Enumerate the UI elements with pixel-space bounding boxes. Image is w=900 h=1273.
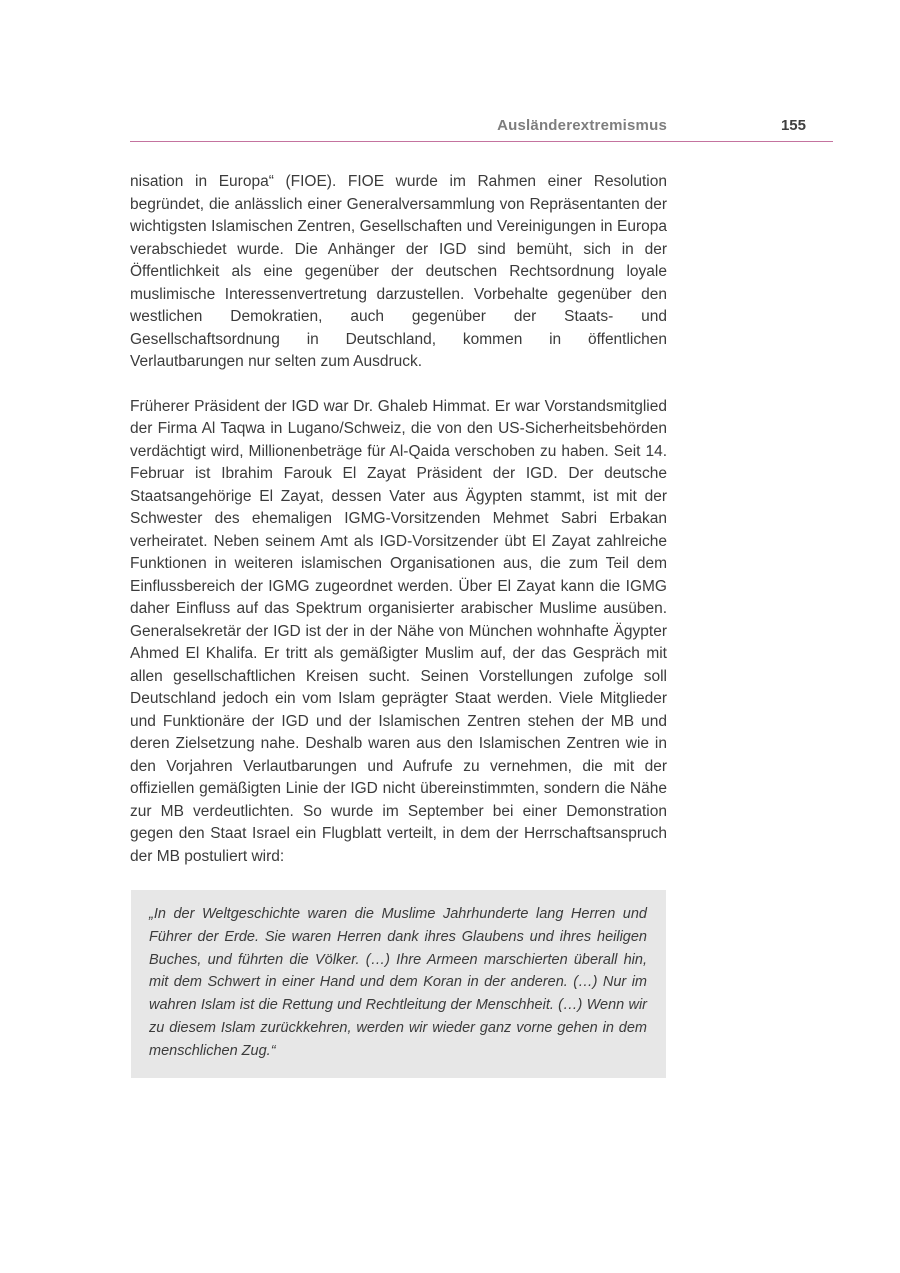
quote-text: „In der Weltgeschichte waren die Muslime Jahrhunderte lang Herren und Führer der Erde. Sie waren Herren dank ihres Glaubens und ihres heiligen Buches, und führten die Völker. (…) Ihre Armeen marschierten überall hin, mit dem Schwert in einer Hand und dem Koran in der anderen. (…) Nur im wahren Islam ist die Rettung und Rechtleitung der Menschheit. (…) Wenn wir zu diesem Islam zurückkehren, werden wir wieder ganz vorne gehen in dem menschlichen Zug.“ bbox=[149, 906, 647, 1059]
body-paragraph-1: nisation in Europa“ (FIOE). FIOE wurde im Rahmen einer Resolution begründet, die anlässlich einer Generalversammlung von Repräsentanten der wichtigsten Islamischen Zentren, Gesellschaften und Vereinigungen in Europa verabschiedet wurde. Die Anhänger der IGD sind bemüht, sich in der Öffentlichkeit als eine gegenüber der deutschen Rechtsordnung loyale muslimische Interessenvertretung darzustellen. Vorbehalte gegenüber den westlichen Demokratien, auch gegenüber der Staats- und Gesellschaftsordnung in Deutschland, kommen in öffentlichen Verlautbarungen nur selten zum Ausdruck. bbox=[130, 173, 667, 370]
quote-block bbox=[131, 890, 666, 1078]
header-rule bbox=[130, 141, 833, 142]
page-header bbox=[130, 117, 833, 142]
page-content bbox=[130, 171, 667, 1078]
header-row bbox=[130, 117, 833, 134]
body-paragraph-2: Früherer Präsident der IGD war Dr. Ghaleb Himmat. Er war Vorstandsmitglied der Firma Al Taqwa in Lugano/Schweiz, die von den US-Sicherheitsbehörden verdächtigt wird, Millionenbeträge für Al-Qaida verschoben zu haben. Seit 14. Februar ist Ibrahim Farouk El Zayat Präsident der IGD. Der deutsche Staatsangehörige El Zayat, dessen Vater aus Ägypten stammt, ist mit der Schwester des ehemaligen IGMG-Vorsitzenden Mehmet Sabri Erbakan verheiratet. Neben seinem Amt als IGD-Vorsitzender übt El Zayat zahlreiche Funktionen in weiteren islamischen Organisationen aus, die zum Teil dem Einflussbereich der IGMG zugeordnet werden. Über El Zayat kann die IGMG daher Einfluss auf das Spektrum organisierter arabischer Muslime ausüben. Generalsekretär der IGD ist der in der Nähe von München wohnhafte Ägypter Ahmed El Khalifa. Er tritt als gemäßigter Muslim auf, der das Gespräch mit allen gesellschaftlichen Kreisen sucht. Seinen Vorstellungen zufolge soll Deutschland jedoch ein vom Islam geprägter Staat werden. Viele Mitglieder und Funktionäre der IGD und der Islamischen Zentren stehen der MB und deren Zielsetzung nahe. Deshalb waren aus den Islamischen Zentren wie in den Vorjahren Verlautbarungen und Aufrufe zu vernehmen, die mit der offiziellen gemäßigten Linie der IGD nicht übereinstimmten, sondern die Nähe zur MB verdeutlichten. So wurde im September bei einer Demonstration gegen den Staat Israel ein Flugblatt verteilt, in dem der Herrschaftsanspruch der MB postuliert wird: bbox=[130, 397, 667, 865]
page-number: 155 bbox=[780, 117, 806, 134]
running-header-title: Ausländerextremismus bbox=[497, 117, 667, 134]
